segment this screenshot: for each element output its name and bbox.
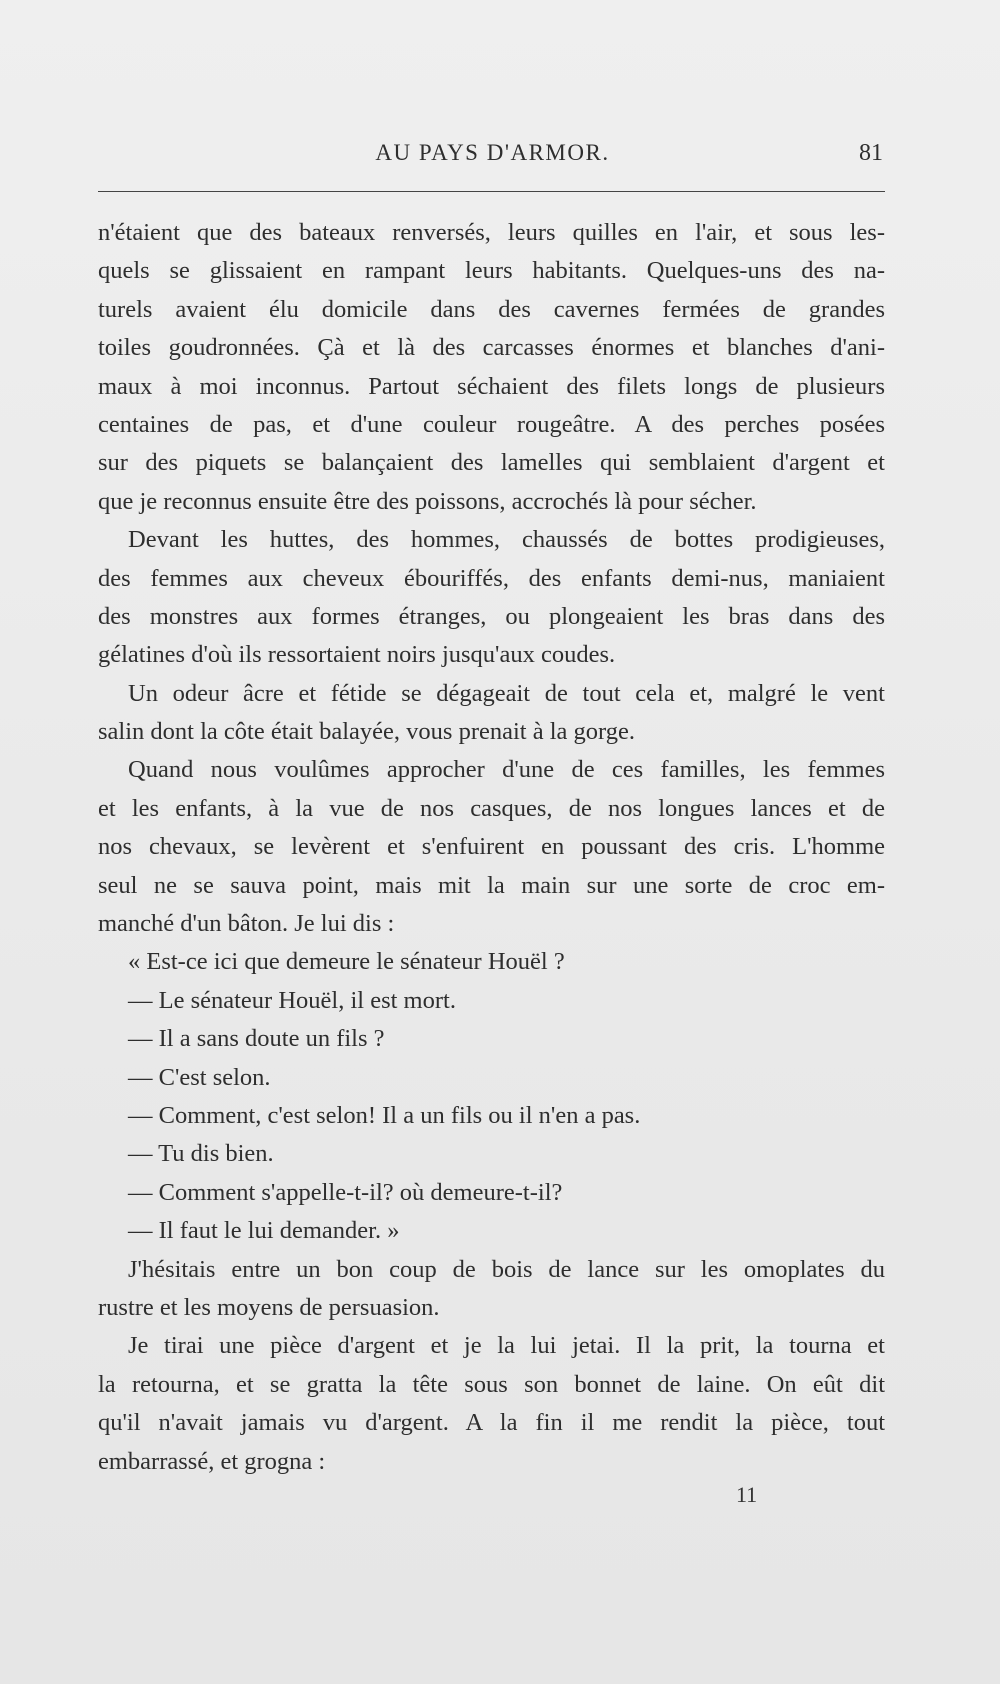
text-line: toiles goudronnées. Çà et là des carcasses énormes et blanches d'ani- (98, 334, 885, 362)
text-line: J'hésitais entre un bon coup de bois de lance sur les omoplates du (128, 1255, 885, 1283)
text-line: manché d'un bâton. Je lui dis : (98, 910, 395, 938)
text-line: n'étaient que des bateaux renversés, leurs quilles en l'air, et sous les- (98, 219, 885, 246)
dialogue-line: — Il faut le lui demander. » (128, 1217, 400, 1245)
text-line: Un odeur âcre et fétide se dégageait de tout cela et, malgré le vent (128, 679, 885, 707)
text-line: sur des piquets se balançaient des lamelles qui semblaient d'argent et (98, 449, 885, 477)
text-line: des monstres aux formes étranges, ou plongeaient les bras dans des (98, 602, 885, 630)
text-line: rustre et les moyens de persuasion. (98, 1293, 440, 1321)
text-line: salin dont la côte était balayée, vous prenait à la gorge. (98, 718, 635, 746)
text-line: seul ne se sauva point, mais mit la main sur une sorte de croc em- (98, 871, 885, 899)
dialogue-line: « Est-ce ici que demeure le sénateur Houël ? (128, 948, 565, 976)
text-line: la retourna, et se gratta la tête sous son bonnet de laine. On eût dit (98, 1370, 885, 1398)
dialogue-line: — Tu dis bien. (128, 1140, 274, 1168)
text-line: qu'il n'avait jamais vu d'argent. A la fin il me rendit la pièce, tout (98, 1409, 885, 1437)
text-line: embarrassé, et grogna : (98, 1447, 326, 1475)
text-line: et les enfants, à la vue de nos casques, de nos longues lances et de (98, 794, 885, 822)
dialogue-line: — C'est selon. (128, 1063, 271, 1091)
signature-mark: 11 (736, 1482, 758, 1507)
text-line: Je tirai une pièce d'argent et je la lui jetai. Il la prit, la tourna et (128, 1332, 885, 1360)
text-line: des femmes aux cheveux ébouriffés, des enfants demi-nus, maniaient (98, 564, 885, 592)
text-line: centaines de pas, et d'une couleur rougeâtre. A des perches posées (98, 410, 885, 438)
text-line: Devant les huttes, des hommes, chaussés de bottes prodigieuses, (128, 526, 885, 554)
dialogue-line: — Comment s'appelle-t-il? où demeure-t-il? (128, 1178, 563, 1206)
text-line: que je reconnus ensuite être des poissons, accrochés là pour sécher. (98, 487, 757, 515)
dialogue-line: — Il a sans doute un fils ? (128, 1025, 385, 1053)
text-line: turels avaient élu domicile dans des cavernes fermées de grandes (98, 295, 885, 323)
body-text (98, 214, 885, 1481)
running-title: AU PAYS D'ARMOR. (375, 140, 610, 165)
dialogue-line: — Comment, c'est selon! Il a un fils ou il n'en a pas. (128, 1101, 641, 1129)
dialogue-line: — Le sénateur Houël, il est mort. (128, 986, 456, 1014)
page-header (100, 140, 885, 170)
text-line: Quand nous voulûmes approcher d'une de ces familles, les femmes (128, 756, 885, 784)
page-number: 81 (859, 140, 883, 166)
text-line: quels se glissaient en rampant leurs habitants. Quelques-uns des na- (98, 257, 885, 285)
text-line: gélatines d'où ils ressortaient noirs jusqu'aux coudes. (98, 641, 616, 669)
text-line: maux à moi inconnus. Partout séchaient des filets longs de plusieurs (98, 372, 885, 400)
text-line: nos chevaux, se levèrent et s'enfuirent en poussant des cris. L'homme (98, 833, 885, 861)
header-rule (98, 191, 885, 192)
